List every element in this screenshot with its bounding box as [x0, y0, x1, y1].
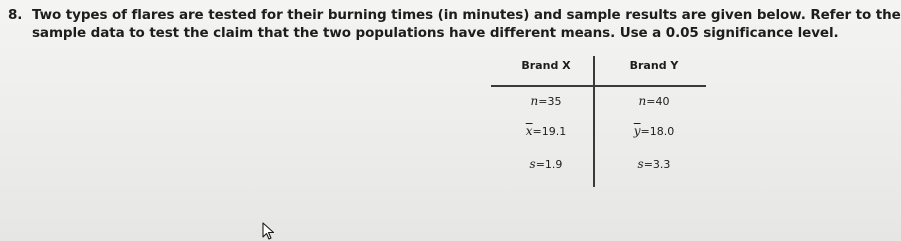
symbol-n: n [638, 94, 647, 108]
value: =40 [646, 95, 670, 108]
sample-data-table [491, 56, 706, 188]
header-brand-x: Brand X [521, 59, 571, 72]
problem-number: 8. [8, 7, 23, 23]
value: =35 [538, 95, 562, 108]
symbol-y-bar: $\overline{y}$ [633, 124, 641, 138]
value: =1.9 [535, 158, 563, 171]
brand-y-mean [609, 124, 699, 138]
problem-line-2: sample data to test the claim that the two populations have different means. Use a 0.05 significance level. [32, 25, 839, 41]
value: =3.3 [643, 158, 671, 171]
problem-statement [8, 6, 901, 42]
mouse-pointer-icon [262, 222, 276, 240]
brand-y-sample-size [609, 94, 699, 108]
brand-x-mean [501, 124, 591, 138]
table-horizontal-divider [491, 85, 706, 87]
header-brand-y: Brand Y [629, 59, 679, 72]
table-vertical-divider [593, 56, 595, 187]
problem-text-1: Two types of flares are tested for their burning times (in minutes) and sample results are given below. Refer to the [32, 7, 901, 23]
brand-y-std-dev [609, 157, 699, 171]
value: =19.1 [532, 125, 567, 138]
brand-x-sample-size [501, 94, 591, 108]
symbol-x-bar: $\overline{x}$ [525, 124, 533, 138]
symbol-s: s [637, 157, 644, 171]
problem-line-1 [8, 6, 901, 24]
brand-x-std-dev [501, 157, 591, 171]
symbol-s: s [529, 157, 536, 171]
value: =18.0 [640, 125, 675, 138]
symbol-n: n [530, 94, 539, 108]
